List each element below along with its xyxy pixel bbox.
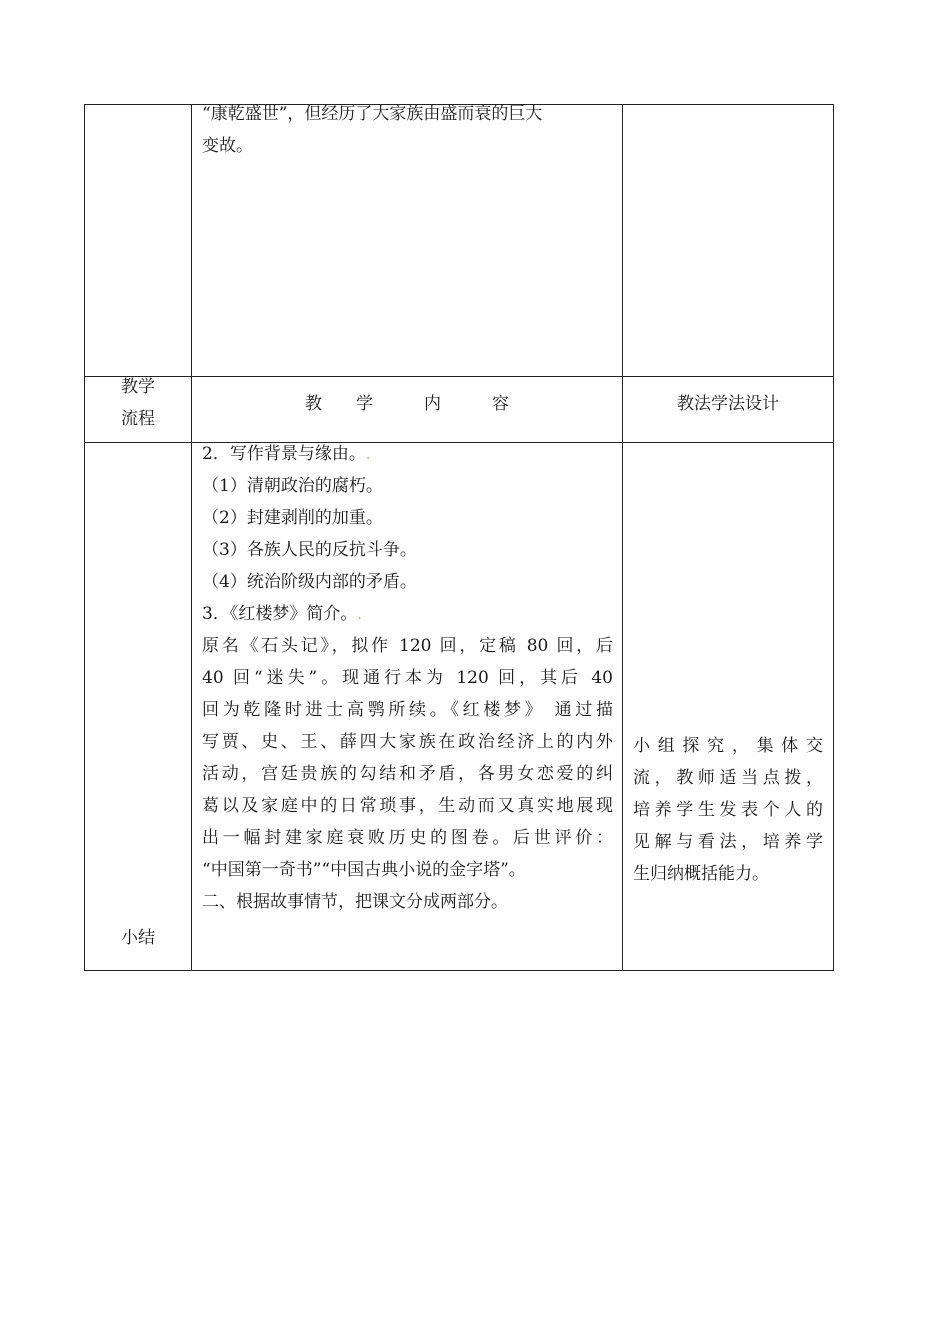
content-line: “中国第一奇书”“中国古典小说的金字塔”。: [202, 860, 526, 880]
edit-marker: .: [357, 607, 362, 623]
header-method: 教法学法设计: [677, 394, 779, 414]
content-line: 3．《红楼梦》简介。.: [202, 604, 362, 624]
content-line: 活动，宫廷贵族的勾结和矛盾，各男女恋爱的纠: [202, 764, 613, 784]
content-line: （2）封建剥削的加重。: [202, 508, 383, 528]
content-line: 出一幅封建家庭衰败历史的图卷。后世评价：: [202, 828, 613, 848]
table-border-left: [84, 104, 85, 971]
header-content: 教 学 内 容: [305, 394, 509, 414]
header-process-line1: 教学: [121, 377, 155, 397]
table-row-divider: [84, 442, 834, 443]
content-line: （1）清朝政治的腐朽。: [202, 476, 383, 496]
method-line: 见解与看法，培养学: [633, 832, 823, 852]
table-border-right: [833, 104, 834, 971]
method-line: 小组探究，集体交: [633, 736, 823, 756]
content-line: 二、根据故事情节，把课文分成两部分。: [202, 892, 508, 912]
edit-marker: .: [365, 447, 371, 463]
table-col-divider: [622, 104, 623, 971]
header-process-line2: 流程: [121, 409, 155, 429]
method-line: 流，教师适当点拨，: [633, 768, 823, 788]
table-row-divider: [84, 376, 834, 377]
content-line: 写贾、史、王、薛四大家族在政治经济上的内外: [202, 732, 613, 752]
content-line: 2．写作背景与缘由。.: [202, 444, 371, 464]
summary-label: 小结: [121, 928, 155, 948]
content-line: 回为乾隆时进士高鹗所续。《红楼梦》 通过描: [202, 700, 613, 720]
content-line: 变故。: [202, 136, 253, 156]
content-line: “康乾盛世”，但经历了大家族由盛而衰的巨大: [202, 104, 543, 124]
table-col-divider: [191, 104, 192, 971]
content-line: 原名《石头记》，拟作 120 回，定稿 80 回，后: [202, 636, 613, 656]
method-line: 培养学生发表个人的: [633, 800, 823, 820]
method-line: 生归纳概括能力。: [633, 864, 769, 884]
content-line: （3）各族人民的反抗斗争。: [202, 540, 417, 560]
content-line: 葛以及家庭中的日常琐事，生动而又真实地展现: [202, 796, 613, 816]
table-border-bottom: [84, 970, 834, 971]
content-line: 40 回“迷失”。现通行本为 120 回，其后 40: [202, 668, 613, 688]
content-line: （4）统治阶级内部的矛盾。: [202, 572, 417, 592]
